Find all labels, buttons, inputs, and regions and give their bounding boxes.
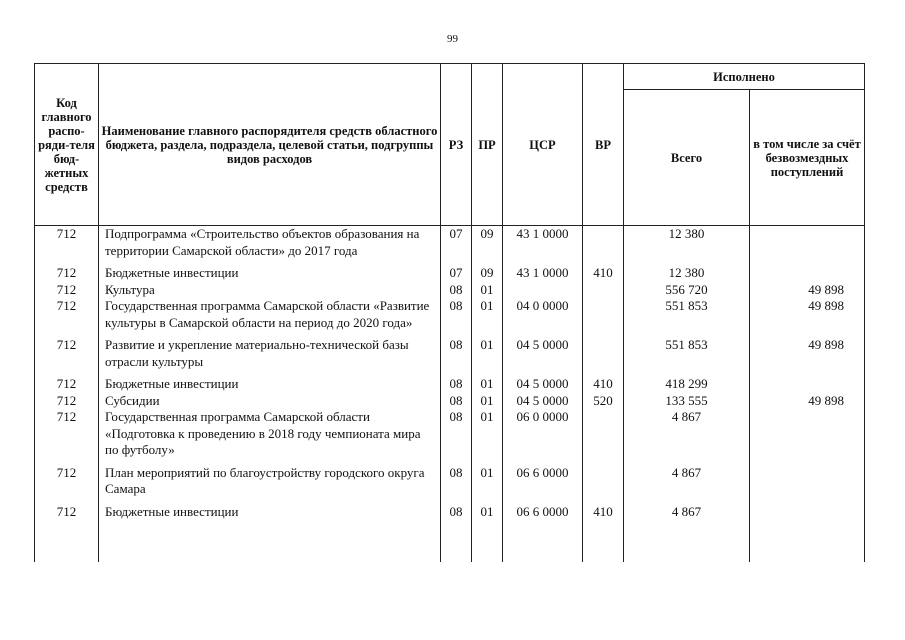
- table-row: [35, 226, 865, 260]
- cell-name: Государственная программа Самарской области «Развитие культуры в Самарской области на период до 2020 года»: [99, 298, 441, 331]
- cell-pr: 01: [472, 298, 503, 331]
- cell-code: 712: [35, 504, 99, 562]
- header-executed: Исполнено: [624, 64, 865, 90]
- cell-total: 551 853: [624, 337, 750, 370]
- cell-gratuitous: [750, 265, 865, 282]
- cell-code: 712: [35, 226, 99, 260]
- cell-gratuitous: [750, 465, 865, 498]
- cell-pr: 01: [472, 393, 503, 410]
- table-row: [35, 393, 865, 410]
- cell-csr: 04 0 0000: [503, 298, 583, 331]
- cell-csr: 04 5 0000: [503, 376, 583, 393]
- cell-total: 4 867: [624, 504, 750, 562]
- table-row: [35, 376, 865, 393]
- cell-vr: [583, 409, 624, 459]
- header-rz: РЗ: [441, 64, 472, 226]
- cell-name: Государственная программа Самарской области «Подготовка к проведению в 2018 году чемпионата мира по футболу»: [99, 409, 441, 459]
- table-row: [35, 337, 865, 370]
- cell-rz: 08: [441, 298, 472, 331]
- cell-vr: [583, 226, 624, 260]
- cell-gratuitous: 49 898: [750, 282, 865, 299]
- cell-rz: 08: [441, 465, 472, 498]
- cell-name: Подпрограмма «Строительство объектов образования на территории Самарской области» до 2017 года: [99, 226, 441, 260]
- cell-csr: 04 5 0000: [503, 337, 583, 370]
- table-body: [35, 226, 865, 562]
- cell-vr: 520: [583, 393, 624, 410]
- cell-total: 4 867: [624, 409, 750, 459]
- cell-csr: [503, 282, 583, 299]
- cell-pr: 01: [472, 282, 503, 299]
- cell-code: 712: [35, 409, 99, 459]
- cell-vr: [583, 282, 624, 299]
- page-number: 99: [447, 33, 458, 45]
- cell-code: 712: [35, 337, 99, 370]
- cell-csr: 04 5 0000: [503, 393, 583, 410]
- cell-gratuitous: [750, 226, 865, 260]
- table-row: [35, 465, 865, 498]
- cell-pr: 01: [472, 465, 503, 498]
- cell-name: Бюджетные инвестиции: [99, 504, 441, 562]
- cell-pr: 01: [472, 409, 503, 459]
- cell-vr: [583, 465, 624, 498]
- table-row: [35, 265, 865, 282]
- header-vr: ВР: [583, 64, 624, 226]
- header-code: Код главного распо-ряди-теля бюд-жетных средств: [35, 64, 99, 226]
- cell-code: 712: [35, 393, 99, 410]
- table-row: [35, 282, 865, 299]
- cell-csr: 06 0 0000: [503, 409, 583, 459]
- cell-name: Развитие и укрепление материально-технической базы отрасли культуры: [99, 337, 441, 370]
- budget-table: [34, 63, 865, 562]
- cell-rz: 07: [441, 226, 472, 260]
- cell-gratuitous: 49 898: [750, 393, 865, 410]
- cell-vr: 410: [583, 376, 624, 393]
- cell-code: 712: [35, 265, 99, 282]
- header-csr: ЦСР: [503, 64, 583, 226]
- cell-rz: 08: [441, 376, 472, 393]
- cell-rz: 07: [441, 265, 472, 282]
- header-gratuitous: в том числе за счёт безвозмездных поступлений: [750, 90, 865, 226]
- cell-total: 551 853: [624, 298, 750, 331]
- cell-pr: 01: [472, 376, 503, 393]
- cell-csr: 06 6 0000: [503, 504, 583, 562]
- cell-total: 12 380: [624, 265, 750, 282]
- cell-code: 712: [35, 376, 99, 393]
- table-row: [35, 504, 865, 562]
- cell-pr: 01: [472, 504, 503, 562]
- cell-gratuitous: [750, 409, 865, 459]
- cell-vr: 410: [583, 504, 624, 562]
- cell-gratuitous: [750, 376, 865, 393]
- cell-rz: 08: [441, 393, 472, 410]
- cell-total: 4 867: [624, 465, 750, 498]
- cell-vr: [583, 337, 624, 370]
- cell-total: 12 380: [624, 226, 750, 260]
- cell-name: Субсидии: [99, 393, 441, 410]
- cell-total: 418 299: [624, 376, 750, 393]
- table-header: [35, 64, 865, 226]
- table-row: [35, 298, 865, 331]
- cell-rz: 08: [441, 504, 472, 562]
- cell-rz: 08: [441, 282, 472, 299]
- cell-gratuitous: 49 898: [750, 298, 865, 331]
- cell-name: Бюджетные инвестиции: [99, 376, 441, 393]
- cell-gratuitous: [750, 504, 865, 562]
- table-row: [35, 409, 865, 459]
- header-pr: ПР: [472, 64, 503, 226]
- cell-gratuitous: 49 898: [750, 337, 865, 370]
- cell-name: Культура: [99, 282, 441, 299]
- cell-total: 556 720: [624, 282, 750, 299]
- header-total: Всего: [624, 90, 750, 226]
- cell-pr: 09: [472, 226, 503, 260]
- cell-vr: 410: [583, 265, 624, 282]
- cell-csr: 43 1 0000: [503, 265, 583, 282]
- cell-code: 712: [35, 282, 99, 299]
- cell-csr: 43 1 0000: [503, 226, 583, 260]
- cell-name: План мероприятий по благоустройству городского округа Самара: [99, 465, 441, 498]
- header-name: Наименование главного распорядителя средств областного бюджета, раздела, подраздела, целевой статьи, подгруппы видов расходов: [99, 64, 441, 226]
- cell-pr: 01: [472, 337, 503, 370]
- cell-pr: 09: [472, 265, 503, 282]
- cell-csr: 06 6 0000: [503, 465, 583, 498]
- cell-code: 712: [35, 298, 99, 331]
- cell-name: Бюджетные инвестиции: [99, 265, 441, 282]
- cell-rz: 08: [441, 409, 472, 459]
- cell-code: 712: [35, 465, 99, 498]
- cell-vr: [583, 298, 624, 331]
- cell-rz: 08: [441, 337, 472, 370]
- cell-total: 133 555: [624, 393, 750, 410]
